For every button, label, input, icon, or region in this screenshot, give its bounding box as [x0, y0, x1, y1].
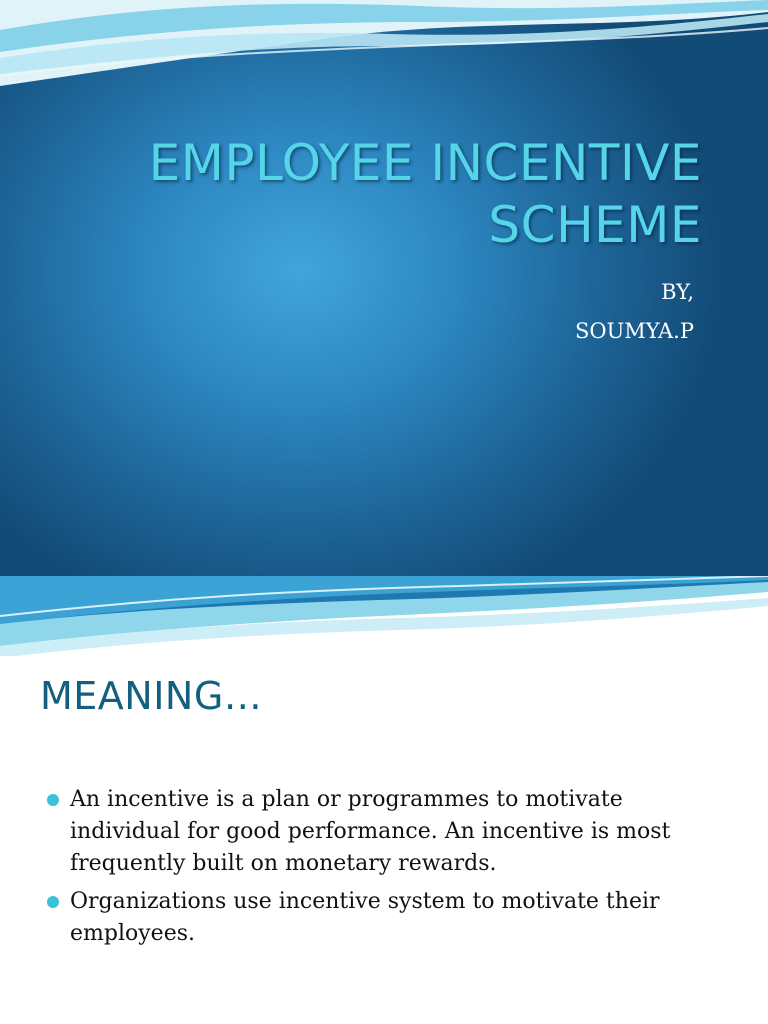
bullet-text: An incentive is a plan or programmes to motivate individual for good performance. An incentive is most frequently built on monetary rewards.: [70, 787, 671, 876]
content-heading: MEANING…: [40, 674, 263, 718]
bullet-item: [44, 784, 734, 880]
bullet-dot-icon: [47, 794, 59, 806]
bullet-list: [44, 784, 734, 956]
bullet-dot-icon: [47, 896, 59, 908]
by-label: BY,: [661, 280, 694, 304]
wave-decoration-content: [0, 576, 768, 656]
slide-title: EMPLOYEE INCENTIVE SCHEME: [148, 134, 702, 254]
bullet-item: [44, 886, 734, 950]
content-slide: [0, 576, 768, 1024]
author-name: SOUMYA.P: [574, 319, 694, 343]
wave-decoration-top: [0, 0, 768, 100]
bullet-text: Organizations use incentive system to motivate their employees.: [70, 889, 660, 946]
